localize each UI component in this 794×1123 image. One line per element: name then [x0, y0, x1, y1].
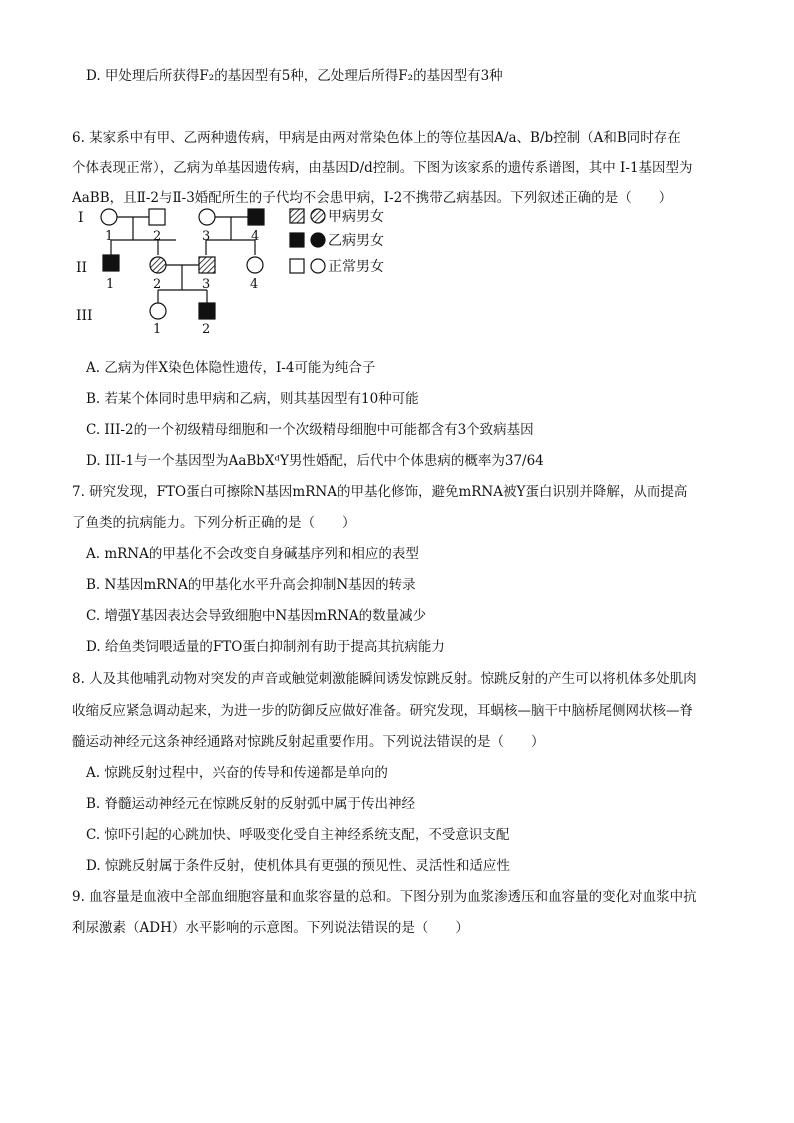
- q6-option-c: C. III-2的一个初级精母细胞和一个次级精母细胞中可能都含有3个致病基因: [86, 422, 534, 438]
- number-III-2: 2: [202, 322, 211, 336]
- q6-option-b: B. 若某个体同时患甲病和乙病，则其基因型有10种可能: [86, 391, 419, 407]
- number-II-2: 2: [153, 277, 162, 292]
- number-III-1: 1: [153, 322, 162, 336]
- pedigree-chart: [72, 204, 412, 336]
- q7-option-a: A. mRNA的甲基化不会改变自身碱基序列和相应的表型: [86, 546, 419, 562]
- legend-disease-b-label: 乙病男女: [328, 233, 384, 249]
- q6-option-a: A. 乙病为伴X染色体隐性遗传，I-4可能为纯合子: [86, 360, 376, 376]
- legend-disease-b-male-icon: [290, 233, 304, 247]
- legend-disease-a-male-icon: [290, 209, 304, 223]
- q8-option-a: A. 惊跳反射过程中，兴奋的传导和传递都是单向的: [86, 765, 388, 781]
- legend-normal-label: 正常男女: [328, 259, 384, 275]
- individual-I-2-normal-male: [149, 209, 165, 225]
- q7-option-d: D. 给鱼类饲喂适量的FTO蛋白抑制剂有助于提高其抗病能力: [86, 639, 445, 655]
- q7-option-b: B. N基因mRNA的甲基化水平升高会抑制N基因的转录: [86, 577, 416, 593]
- individual-II-2-disease-a-female: [150, 257, 166, 273]
- individual-II-1-disease-b-male: [103, 255, 119, 271]
- generation-label-3: III: [76, 308, 93, 324]
- number-II-4: 4: [250, 277, 259, 292]
- q6-stem-line-2: 个体表现正常），乙病为单基因遗传病，由基因D/d控制。下图为该家系的遗传系谱图，其中 I-1基因型为: [72, 160, 693, 176]
- generation-label-2: II: [76, 260, 88, 276]
- q8-option-c: C. 惊吓引起的心跳加快、呼吸变化受自主神经系统支配，不受意识支配: [86, 827, 510, 843]
- q9-stem-line-2: 利尿激素（ADH）水平影响的示意图。下列说法错误的是（ ）: [72, 920, 469, 936]
- individual-II-3-disease-a-male: [199, 257, 215, 273]
- legend-normal-female-icon: [311, 259, 325, 273]
- q9-stem-line-1: 9. 血容量是血液中全部血细胞容量和血浆容量的总和。下图分别为血浆渗透压和血容量的变化对血浆中抗: [72, 889, 697, 905]
- number-II-3: 3: [202, 277, 211, 292]
- individual-III-1-normal-female: [150, 303, 166, 319]
- generation-label-1: I: [78, 210, 84, 226]
- q7-stem-line-2: 了鱼类的抗病能力。下列分析正确的是（ ）: [72, 515, 356, 531]
- individual-II-4-normal-female: [247, 257, 263, 273]
- q7-option-c: C. 增强Y基因表达会导致细胞中N基因mRNA的数量减少: [86, 608, 427, 624]
- q8-option-d: D. 惊跳反射属于条件反射，使机体具有更强的预见性、灵活性和适应性: [86, 858, 510, 874]
- q8-stem-line-1: 8. 人及其他哺乳动物对突发的声音或触觉刺激能瞬间诱发惊跳反射。惊跳反射的产生可以将机体多处肌肉: [72, 671, 697, 687]
- q6-stem-line-1: 6. 某家系中有甲、乙两种遗传病，甲病是由两对常染色体上的等位基因A/a、B/b控制（A和B同时存在: [72, 130, 681, 146]
- number-I-1: 1: [105, 229, 114, 244]
- number-I-4: 4: [251, 229, 260, 244]
- legend-disease-b-female-icon: [311, 233, 325, 247]
- q7-stem-line-1: 7. 研究发现，FTO蛋白可擦除N基因mRNA的甲基化修饰，避免mRNA被Y蛋白识别并降解，从而提高: [72, 484, 688, 500]
- number-I-2: 2: [153, 229, 162, 244]
- q8-stem-line-2: 收缩反应紧急调动起来，为进一步的防御反应做好准备。研究发现，耳蜗核—脑干中脑桥尾侧网状核—脊: [72, 703, 693, 719]
- pedigree-lines: [111, 217, 255, 303]
- legend-disease-a-female-icon: [311, 209, 325, 223]
- number-II-1: 1: [106, 277, 115, 292]
- legend-normal-male-icon: [290, 259, 304, 273]
- q6-stem-line-3: AaBB，且Ⅱ-2与Ⅱ-3婚配所生的子代均不会患甲病，I-2不携带乙病基因。下列叙述正确的是（ ）: [72, 190, 673, 206]
- q8-option-b: B. 脊髓运动神经元在惊跳反射的反射弧中属于传出神经: [86, 796, 416, 812]
- q8-stem-line-3: 髓运动神经元这条神经通路对惊跳反射起重要作用。下列说法错误的是（ ）: [72, 734, 545, 750]
- q6-option-d: D. III-1与一个基因型为AaBbXᵈY男性婚配，后代中个体患病的概率为37/64: [86, 453, 544, 469]
- individual-I-3-normal-female: [199, 209, 215, 225]
- individual-I-4-disease-b-male: [248, 209, 264, 225]
- individual-I-1-normal-female: [101, 209, 117, 225]
- legend-disease-a-label: 甲病男女: [328, 209, 384, 225]
- number-I-3: 3: [202, 229, 211, 244]
- q5-option-d: D. 甲处理后所获得F₂的基因型有5种，乙处理后所得F₂的基因型有3种: [86, 68, 503, 84]
- individual-III-2-disease-b-male: [199, 303, 215, 319]
